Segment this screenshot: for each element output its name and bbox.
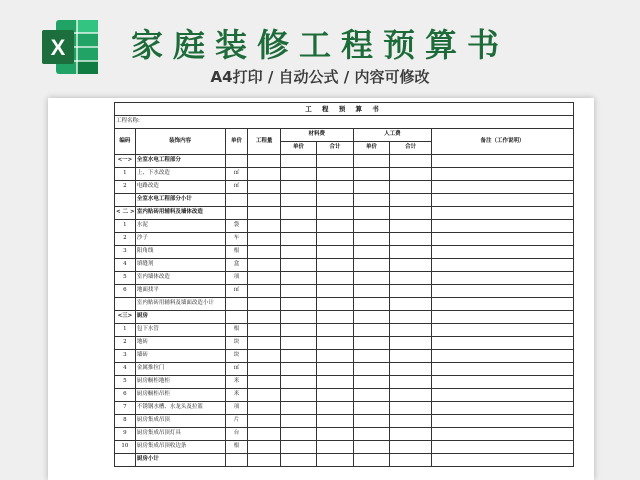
cell-code[interactable]: 6	[115, 285, 136, 298]
cell-empty[interactable]	[432, 428, 574, 441]
cell-empty[interactable]	[248, 415, 280, 428]
cell-item[interactable]: 厨房小计	[135, 454, 225, 467]
cell-unit[interactable]: 块	[225, 337, 248, 350]
cell-item[interactable]: 包下水管	[135, 324, 225, 337]
cell-code[interactable]: 3	[115, 350, 136, 363]
cell-empty[interactable]	[432, 376, 574, 389]
cell-empty[interactable]	[432, 220, 574, 233]
header-qty: 工程量	[248, 129, 280, 155]
cell-empty[interactable]	[432, 363, 574, 376]
cell-unit[interactable]: 米	[225, 376, 248, 389]
cell-empty[interactable]	[248, 441, 280, 454]
cell-empty[interactable]	[280, 259, 317, 272]
cell-empty[interactable]	[317, 402, 354, 415]
table-row	[115, 207, 574, 220]
cell-code[interactable]: < 二 >	[115, 207, 136, 220]
cell-empty[interactable]	[432, 441, 574, 454]
cell-empty[interactable]	[317, 181, 354, 194]
cell-empty[interactable]	[432, 272, 574, 285]
cell-item[interactable]: 墙砖	[135, 350, 225, 363]
header-labor: 人工费	[353, 129, 431, 142]
cell-item[interactable]: 厨房集成吊顶灯具	[135, 428, 225, 441]
cell-empty[interactable]	[353, 298, 390, 311]
cell-empty[interactable]	[390, 441, 432, 454]
cell-code[interactable]: 1	[115, 168, 136, 181]
cell-empty[interactable]	[248, 376, 280, 389]
cell-unit[interactable]: ㎡	[225, 168, 248, 181]
cell-empty[interactable]	[353, 389, 390, 402]
cell-empty[interactable]	[317, 363, 354, 376]
sheet-title-row	[115, 103, 574, 116]
cell-unit[interactable]: 盒	[225, 259, 248, 272]
cell-empty[interactable]	[248, 337, 280, 350]
table-row	[115, 337, 574, 350]
cell-empty[interactable]	[280, 285, 317, 298]
cell-unit[interactable]: 片	[225, 415, 248, 428]
cell-empty[interactable]	[353, 337, 390, 350]
cell-code[interactable]: 2	[115, 337, 136, 350]
cell-empty[interactable]	[280, 454, 317, 467]
cell-empty[interactable]	[353, 363, 390, 376]
cell-empty[interactable]	[353, 168, 390, 181]
cell-empty[interactable]	[432, 311, 574, 324]
cell-empty[interactable]	[432, 155, 574, 168]
cell-empty[interactable]	[390, 350, 432, 363]
cell-item[interactable]: 厨房集成吊顶	[135, 415, 225, 428]
cell-empty[interactable]	[353, 181, 390, 194]
cell-item[interactable]: 上、下水改造	[135, 168, 225, 181]
table-row	[115, 389, 574, 402]
cell-empty[interactable]	[317, 207, 354, 220]
cell-empty[interactable]	[248, 363, 280, 376]
cell-empty[interactable]	[353, 402, 390, 415]
cell-empty[interactable]	[353, 454, 390, 467]
header-material-total: 合计	[317, 142, 354, 155]
cell-unit[interactable]: 项	[225, 272, 248, 285]
table-row	[115, 220, 574, 233]
header-code: 编码	[115, 129, 136, 155]
cell-code[interactable]: 4	[115, 363, 136, 376]
cell-item[interactable]: 厨房橱柜地柜	[135, 376, 225, 389]
cell-empty[interactable]	[317, 415, 354, 428]
cell-empty[interactable]	[280, 298, 317, 311]
header-labor-price: 单价	[353, 142, 390, 155]
cell-code[interactable]: 3	[115, 246, 136, 259]
cell-empty[interactable]	[432, 168, 574, 181]
header-row	[115, 129, 574, 142]
cell-code[interactable]: 5	[115, 272, 136, 285]
cell-empty[interactable]	[390, 389, 432, 402]
table-row	[115, 441, 574, 454]
budget-table	[114, 102, 574, 467]
cell-empty[interactable]	[353, 441, 390, 454]
cell-code[interactable]: 2	[115, 233, 136, 246]
cell-empty[interactable]	[353, 415, 390, 428]
cell-unit[interactable]: 袋	[225, 220, 248, 233]
cell-code[interactable]: 1	[115, 220, 136, 233]
header-note: 备注（工作说明）	[432, 129, 574, 155]
cell-empty[interactable]	[248, 220, 280, 233]
project-name-row	[115, 116, 574, 129]
table-row	[115, 350, 574, 363]
cell-empty[interactable]	[353, 428, 390, 441]
table-row	[115, 324, 574, 337]
cell-empty[interactable]	[353, 220, 390, 233]
cell-empty[interactable]	[317, 389, 354, 402]
cell-unit[interactable]: ㎡	[225, 181, 248, 194]
cell-empty[interactable]	[280, 363, 317, 376]
cell-empty[interactable]	[390, 415, 432, 428]
table-row	[115, 454, 574, 467]
cell-item[interactable]: 地面找平	[135, 285, 225, 298]
cell-empty[interactable]	[353, 350, 390, 363]
cell-empty[interactable]	[248, 402, 280, 415]
cell-empty[interactable]	[432, 259, 574, 272]
cell-empty[interactable]	[390, 272, 432, 285]
cell-empty[interactable]	[280, 311, 317, 324]
page-subtitle: A4打印 / 自动公式 / 内容可修改	[210, 68, 430, 86]
cell-empty[interactable]	[248, 207, 280, 220]
cell-empty[interactable]	[353, 272, 390, 285]
cell-empty[interactable]	[248, 350, 280, 363]
header-item: 装饰内容	[135, 129, 225, 155]
table-row	[115, 376, 574, 389]
table-row	[115, 428, 574, 441]
cell-item[interactable]: 地砖	[135, 337, 225, 350]
cell-item[interactable]: 金属推拉门	[135, 363, 225, 376]
cell-empty[interactable]	[248, 454, 280, 467]
cell-unit[interactable]	[225, 454, 248, 467]
cell-unit[interactable]	[225, 194, 248, 207]
cell-empty[interactable]	[390, 324, 432, 337]
cell-code[interactable]: 9	[115, 428, 136, 441]
cell-empty[interactable]	[353, 194, 390, 207]
cell-empty[interactable]	[390, 337, 432, 350]
table-row	[115, 168, 574, 181]
cell-empty[interactable]	[317, 259, 354, 272]
cell-empty[interactable]	[432, 402, 574, 415]
cell-empty[interactable]	[432, 454, 574, 467]
cell-empty[interactable]	[248, 324, 280, 337]
cell-empty[interactable]	[317, 350, 354, 363]
cell-empty[interactable]	[390, 181, 432, 194]
cell-item[interactable]: 电路改造	[135, 181, 225, 194]
cell-code[interactable]: 1	[115, 324, 136, 337]
cell-empty[interactable]	[317, 246, 354, 259]
cell-empty[interactable]	[390, 402, 432, 415]
banner	[0, 0, 640, 96]
cell-empty[interactable]	[390, 207, 432, 220]
cell-empty[interactable]	[432, 181, 574, 194]
cell-empty[interactable]	[390, 311, 432, 324]
cell-empty[interactable]	[432, 246, 574, 259]
cell-unit[interactable]	[225, 298, 248, 311]
cell-empty[interactable]	[353, 207, 390, 220]
cell-empty[interactable]	[390, 155, 432, 168]
cell-code[interactable]: <三>	[115, 311, 136, 324]
table-row	[115, 415, 574, 428]
logo-letter: X	[50, 35, 66, 60]
cell-empty[interactable]	[248, 259, 280, 272]
cell-empty[interactable]	[390, 376, 432, 389]
cell-unit[interactable]: 块	[225, 350, 248, 363]
cell-empty[interactable]	[280, 324, 317, 337]
cell-empty[interactable]	[390, 168, 432, 181]
cell-empty[interactable]	[280, 220, 317, 233]
table-row	[115, 194, 574, 207]
cell-empty[interactable]	[317, 441, 354, 454]
cell-code[interactable]: <一>	[115, 155, 136, 168]
cell-unit[interactable]	[225, 155, 248, 168]
cell-unit[interactable]: 根	[225, 246, 248, 259]
cell-empty[interactable]	[280, 415, 317, 428]
cell-item[interactable]: 不锈钢水槽、水龙头及拉篮	[135, 402, 225, 415]
table-row	[115, 246, 574, 259]
cell-empty[interactable]	[390, 285, 432, 298]
cell-empty[interactable]	[280, 337, 317, 350]
cell-item[interactable]: 水泥	[135, 220, 225, 233]
cell-empty[interactable]	[390, 259, 432, 272]
cell-empty[interactable]	[317, 337, 354, 350]
cell-empty[interactable]	[280, 272, 317, 285]
cell-empty[interactable]	[248, 311, 280, 324]
cell-unit[interactable]: 根	[225, 441, 248, 454]
cell-empty[interactable]	[317, 311, 354, 324]
table-row	[115, 311, 574, 324]
header-material: 材料费	[280, 129, 353, 142]
cell-empty[interactable]	[353, 311, 390, 324]
cell-unit[interactable]: ㎡	[225, 363, 248, 376]
cell-empty[interactable]	[280, 168, 317, 181]
cell-empty[interactable]	[432, 207, 574, 220]
cell-empty[interactable]	[280, 389, 317, 402]
cell-empty[interactable]	[432, 337, 574, 350]
table-row	[115, 259, 574, 272]
cell-item[interactable]: 室内贴砖用辅料及墙面改造小计	[135, 298, 225, 311]
cell-empty[interactable]	[390, 298, 432, 311]
page-title: 家庭装修工程预算书	[130, 26, 509, 64]
cell-item[interactable]: 厨房集成吊顶收边条	[135, 441, 225, 454]
cell-unit[interactable]: 米	[225, 389, 248, 402]
cell-empty[interactable]	[432, 298, 574, 311]
cell-empty[interactable]	[353, 233, 390, 246]
cell-empty[interactable]	[280, 376, 317, 389]
cell-item[interactable]: 沙子	[135, 233, 225, 246]
cell-empty[interactable]	[317, 454, 354, 467]
cell-empty[interactable]	[248, 246, 280, 259]
cell-empty[interactable]	[317, 155, 354, 168]
cell-empty[interactable]	[432, 194, 574, 207]
cell-empty[interactable]	[280, 428, 317, 441]
cell-empty[interactable]	[280, 181, 317, 194]
cell-item[interactable]: 厨房橱柜吊柜	[135, 389, 225, 402]
table-row	[115, 272, 574, 285]
cell-empty[interactable]	[317, 298, 354, 311]
cell-item[interactable]: 全室水电工程部分小计	[135, 194, 225, 207]
table-row	[115, 402, 574, 415]
cell-empty[interactable]	[390, 454, 432, 467]
cell-empty[interactable]	[280, 402, 317, 415]
cell-empty[interactable]	[432, 285, 574, 298]
cell-empty[interactable]	[390, 233, 432, 246]
cell-unit[interactable]: 台	[225, 428, 248, 441]
cell-empty[interactable]	[248, 298, 280, 311]
cell-empty[interactable]	[280, 207, 317, 220]
cell-empty[interactable]	[390, 220, 432, 233]
cell-empty[interactable]	[317, 285, 354, 298]
cell-unit[interactable]: 根	[225, 324, 248, 337]
cell-empty[interactable]	[248, 194, 280, 207]
table-row	[115, 285, 574, 298]
cell-empty[interactable]	[353, 259, 390, 272]
cell-item[interactable]: 厨房	[135, 311, 225, 324]
cell-code[interactable]	[115, 194, 136, 207]
cell-empty[interactable]	[432, 350, 574, 363]
cell-empty[interactable]	[317, 233, 354, 246]
cell-empty[interactable]	[280, 246, 317, 259]
cell-empty[interactable]	[390, 246, 432, 259]
cell-unit[interactable]	[225, 311, 248, 324]
cell-empty[interactable]	[248, 389, 280, 402]
cell-empty[interactable]	[248, 285, 280, 298]
cell-code[interactable]: 5	[115, 376, 136, 389]
cell-item[interactable]: 阳角线	[135, 246, 225, 259]
table-row	[115, 363, 574, 376]
cell-empty[interactable]	[432, 324, 574, 337]
table-row	[115, 233, 574, 246]
cell-empty[interactable]	[280, 350, 317, 363]
cell-empty[interactable]	[317, 194, 354, 207]
table-row	[115, 155, 574, 168]
cell-empty[interactable]	[248, 233, 280, 246]
cell-code[interactable]: 10	[115, 441, 136, 454]
cell-unit[interactable]	[225, 207, 248, 220]
cell-code[interactable]	[115, 454, 136, 467]
cell-empty[interactable]	[432, 389, 574, 402]
cell-code[interactable]	[115, 298, 136, 311]
cell-empty[interactable]	[353, 155, 390, 168]
cell-empty[interactable]	[317, 324, 354, 337]
cell-empty[interactable]	[317, 376, 354, 389]
cell-code[interactable]: 8	[115, 415, 136, 428]
header-material-price: 单价	[280, 142, 317, 155]
cell-empty[interactable]	[390, 428, 432, 441]
cell-empty[interactable]	[317, 220, 354, 233]
header-unit: 单价	[225, 129, 248, 155]
table-row	[115, 298, 574, 311]
cell-empty[interactable]	[248, 168, 280, 181]
cell-empty[interactable]	[248, 272, 280, 285]
cell-empty[interactable]	[390, 194, 432, 207]
cell-code[interactable]: 4	[115, 259, 136, 272]
cell-empty[interactable]	[280, 194, 317, 207]
excel-logo-icon	[40, 18, 100, 76]
cell-unit[interactable]: 车	[225, 233, 248, 246]
cell-empty[interactable]	[248, 181, 280, 194]
cell-code[interactable]: 7	[115, 402, 136, 415]
cell-empty[interactable]	[353, 285, 390, 298]
cell-empty[interactable]	[280, 233, 317, 246]
cell-code[interactable]: 2	[115, 181, 136, 194]
table-row	[115, 181, 574, 194]
cell-empty[interactable]	[353, 376, 390, 389]
cell-item[interactable]: 填缝剂	[135, 259, 225, 272]
cell-empty[interactable]	[317, 428, 354, 441]
cell-empty[interactable]	[390, 363, 432, 376]
cell-empty[interactable]	[353, 324, 390, 337]
cell-unit[interactable]: ㎡	[225, 285, 248, 298]
project-name-label: 工程名称:	[115, 116, 574, 129]
spreadsheet-preview	[48, 98, 594, 480]
cell-empty[interactable]	[432, 415, 574, 428]
cell-item[interactable]: 室内贴砖用辅料及墙体改造	[135, 207, 225, 220]
cell-empty[interactable]	[353, 246, 390, 259]
cell-empty[interactable]	[280, 441, 317, 454]
cell-empty[interactable]	[317, 168, 354, 181]
cell-item[interactable]: 室内墙体改造	[135, 272, 225, 285]
cell-empty[interactable]	[280, 155, 317, 168]
header-labor-total: 合计	[390, 142, 432, 155]
cell-empty[interactable]	[248, 428, 280, 441]
cell-unit[interactable]: 项	[225, 402, 248, 415]
cell-empty[interactable]	[432, 233, 574, 246]
cell-code[interactable]: 6	[115, 389, 136, 402]
sheet-title: 工 程 预 算 书	[115, 103, 574, 116]
cell-empty[interactable]	[317, 272, 354, 285]
cell-empty[interactable]	[248, 155, 280, 168]
cell-item[interactable]: 全室水电工程部分	[135, 155, 225, 168]
